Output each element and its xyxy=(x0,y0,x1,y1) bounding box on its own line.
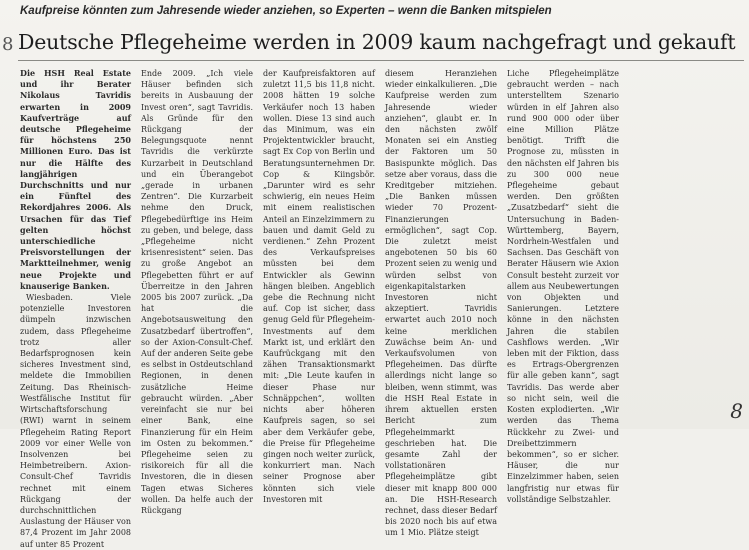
article-column-3 xyxy=(263,68,375,504)
column-text: Liche Pflegeheimplätze gebraucht werden – nach unterstelltem Szenario würden in elf Jahren also rund 900 000 oder über eine Million Plätze benötigt. Trifft die Prognose zu, müssten in den nächsten elf Jahren bis zu 300 000 neue Pflegeheime gebaut werden. Den größten „Zusatzbedarf“ sieht die Untersuchung in Baden-Württemberg, Bayern, Nordrhein-Westfalen und Sachsen. Das Geschäft von Berater Häusern wie Axion Consult besteht zurzeit vor allem aus Neubewertungen von Objekten und Sanierungen. Letztere könne in den nächsten Jahren die stabilen Cashflows werden. „Wir leben mit der Fiktion, dass es Ertrags-Obergrenzen für alle geben kann“, sagt Tavridis. Das werde aber so nicht sein, weil die Kosten explodierten. „Wir werden das Thema Rückkehr zu Zwei- und Dreibettzimmern bekommen“, so er sicher. Häuser, die nur Einzelzimmer haben, seien langfristig nur etwas für vollständige Selbstzahler. xyxy=(507,69,619,504)
article-column-4 xyxy=(385,68,498,538)
headline-divider xyxy=(18,60,744,61)
article-columns xyxy=(20,68,744,549)
column-text: der Kaufpreisfaktoren auf zuletzt 11,5 bis 11,8 nicht. 2008 hätten 19 solche Verkäufer noch 13 haben wollen. Diese 13 sind auch das Minimum, was ein Projektentwickler braucht, sagt Ex Cop von Berlin und Beratungsunternehmen Dr. Cop & Kiingsbör. „Darunter wird es sehr schwierig, ein neues Heim mit einem realistischen Anteil an Einzelzimmern zu bauen und damit Geld zu verdienen.“ Zehn Prozent des Verkaufspreises müssten bei dem Entwickler als Gewinn hängen bleiben. Angeblich gebe die Rechnung nicht auf. Cop ist sicher, dass genug Geld für Pflegeheim-Investments auf dem Markt ist, und erklärt den Kaufrückgang mit den zähen Transaktionsmarkt mit: „Die Leute kaufen in dieser Phase nur Schnäppchen“, wollten nichts aber höheren Kaufpreis sagen, so sei aber dem Verkäufer gebe, die Preise für Pflegeheime gingen noch weiter zurück, konkurriert man. Nach seiner Prognose aber könnten sich viele Investoren mit xyxy=(263,69,375,504)
article-column-2 xyxy=(141,68,253,515)
column-text: diesem Heranziehen wieder einkalkulieren. „Die Kaufpreise werden zum Jahresende wieder anziehen“, glaubt er. In den nächsten zwölf Monaten sei ein Anstieg der Faktoren um 50 Basispunkte möglich. Das setze aber voraus, dass die Kreditgeber mitziehen. „Die Banken müssen wieder 70 Prozent-Finanzierungen ermöglichen“, sagt Cop. Die zuletzt meist angebotenen 50 bis 60 Prozent seien zu wenig und würden selbst von eigenkapitalstarken Investoren nicht akzeptiert. Tavridis erwartet auch 2010 noch keine merklichen Zuwächse beim An- und Verkaufsvolumen von Pflegeheimen. Das dürfte allerdings nicht lange so bleiben, wenn stimmt, was die HSH Real Estate in ihrem aktuellen ersten Bericht zum Pflegeheimmarkt geschrieben hat. Die gesamte Zahl der vollstationären Pflegeheimplätze gibt dieser mit knapp 800 000 an. Die HSH-Research rechnet, dass dieser Bedarf bis 2020 noch bis auf etwa um 1 Mio. Plätze steigt xyxy=(385,69,498,538)
article-column-5 xyxy=(507,68,619,504)
article-lead: Die HSH Real Estate und ihr Berater Nikolaus Tavridis erwarten in 2009 Kaufverträge auf deutsche Pflegeheime für höchstens 250 Millionen Euro. Das ist nur die Hälfte des langjährigen Durchschnitts und nur ein Fünftel des Rekordjahres 2006. Als Ursachen für das Tief gelten höchst unterschiedliche Preisvorstellungen der Marktteilnehmer, wenig neue Projekte und knauserige Banken. xyxy=(20,68,131,291)
article-column-1 xyxy=(20,68,131,549)
column-text: Wiesbaden. Viele potenzielle Investoren dümpeln inzwischen zudem, dass Pflegeheime trotz aller Bedarfsprognosen kein sicheres Investment sind, meldete die Immobilien Zeitung. Das Rheinisch-Westfälische Institut für Wirtschaftsforschung (RWI) warnt in seinem Pflegeheim Rating Report 2009 vor einer Welle von Insolvenzen bei Heimbetreibern. Axion-Consult-Chef Tavridis rechnet mit einem Rückgang der durchschnittlichen Auslastung der Häuser von 87,4 Prozent im Jahr 2008 auf unter 85 Prozent xyxy=(20,293,131,549)
article-kicker: Kaufpreise könnten zum Jahresende wieder anziehen, so Experten – wenn die Banken mitspielen xyxy=(20,5,552,17)
handwritten-page-number: 8 xyxy=(730,399,743,423)
article-headline: Deutsche Pflegeheime werden in 2009 kaum nachgefragt und gekauft xyxy=(18,30,736,54)
handwritten-margin-mark: 8 xyxy=(2,34,14,55)
column-text: Ende 2009. „Ich viele Häuser befinden sich bereits in Ausbauung der Invest oren“, sagt Tavridis. Als Gründe für den Rückgang der Belegungsquote nennt Tavridis die verkürzte Kurzarbeit in Deutschland und ein Überangebot „gerade in urbanen Zentren“. Die Kurzarbeit nehme den Druck, Pflegebedürftige ins Heim zu geben, und belege, dass „Pflegeheime nicht krisenresistent“ seien. Das zu große Angebot an Pflegebetten führt er auf Überreitze in den Jahren 2005 bis 2007 zurück. „Da hat die Angebotsausweitung den Zusatzbedarf übertroffen“, so der Axion-Consult-Chef. Auf der anderen Seite gebe es selbst in Ostdeutschland Regionen, in denen zusätzliche Heime gebraucht würden. „Aber vereinfacht sie nur bei einer Bank, eine Finanzierung für ein Heim im Osten zu bekommen.“ Pflegeheime seien zu risikoreich für all die Investoren, die in diesen Tagen etwas Sicheres wollen. Da helfe auch der Rückgang xyxy=(141,69,253,515)
